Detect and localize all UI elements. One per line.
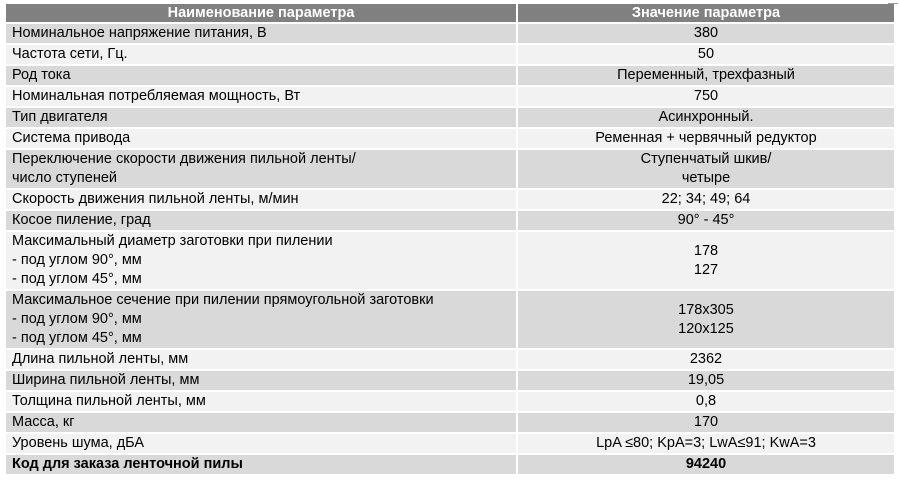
param-name: Род тока — [6, 66, 518, 87]
param-value-line: 178 — [693, 242, 719, 259]
param-name-line: Максимальное сечение при пилении прямоугольной заготовки — [12, 292, 434, 308]
param-value-line: Ступенчатый шкив/ — [640, 151, 772, 167]
table-row — [6, 108, 894, 129]
param-value: 170 — [518, 413, 894, 434]
spec-body — [6, 24, 894, 476]
param-name: Косое пиление, град — [6, 211, 518, 232]
param-value: LpA ≤80; KpA=3; LwA≤91; KwA=3 — [518, 434, 894, 455]
param-name: Номинальное напряжение питания, В — [6, 24, 518, 45]
header-name: Наименование параметра — [6, 4, 518, 24]
table-header-row — [6, 4, 894, 24]
table-row — [6, 291, 894, 350]
param-value-line: четыре — [681, 170, 731, 186]
table-row — [6, 87, 894, 108]
table-row — [6, 211, 894, 232]
table-row — [6, 24, 894, 45]
param-name: Масса, кг — [6, 413, 518, 434]
param-name-line: - под углом 45°, мм — [12, 271, 142, 287]
order-code-value: 94240 — [518, 455, 894, 476]
param-value — [518, 150, 894, 190]
param-value-line: 127 — [693, 261, 719, 278]
param-value: 750 — [518, 87, 894, 108]
table-row — [6, 129, 894, 150]
param-value: 90° - 45° — [518, 211, 894, 232]
table-row — [6, 413, 894, 434]
param-name: Тип двигателя — [6, 108, 518, 129]
param-name: Толщина пильной ленты, мм — [6, 392, 518, 413]
table-row — [6, 371, 894, 392]
param-name-line: Максимальный диаметр заготовки при пилении — [12, 233, 333, 249]
table-row — [6, 190, 894, 211]
table-row — [6, 350, 894, 371]
param-name-line: - под углом 90°, мм — [12, 311, 142, 327]
table-row — [6, 66, 894, 87]
param-name-line: - под углом 90°, мм — [12, 252, 142, 268]
table-row — [6, 392, 894, 413]
param-name-line: Переключение скорости движения пильной ленты/ — [12, 151, 356, 167]
param-value: 380 — [518, 24, 894, 45]
param-value: Ременная + червячный редуктор — [518, 129, 894, 150]
param-name — [6, 150, 518, 190]
param-name: Длина пильной ленты, мм — [6, 350, 518, 371]
param-value: 50 — [518, 45, 894, 66]
table-row — [6, 150, 894, 190]
param-value — [518, 291, 894, 350]
table-row — [6, 232, 894, 291]
param-name-line: число ступеней — [12, 170, 118, 186]
param-name: Уровень шума, дБА — [6, 434, 518, 455]
param-name: Номинальная потребляемая мощность, Вт — [6, 87, 518, 108]
param-value: 22; 34; 49; 64 — [518, 190, 894, 211]
param-value-line: 120x125 — [678, 320, 734, 337]
param-value-line: 178x305 — [678, 301, 734, 318]
table-row — [6, 45, 894, 66]
param-name: Ширина пильной ленты, мм — [6, 371, 518, 392]
header-value: Значение параметра — [518, 4, 894, 24]
param-name — [6, 232, 518, 291]
param-value: 2362 — [518, 350, 894, 371]
param-value: 19,05 — [518, 371, 894, 392]
order-code-row — [6, 455, 894, 476]
param-value: Переменный, трехфазный — [518, 66, 894, 87]
param-name: Частота сети, Гц. — [6, 45, 518, 66]
param-name: Система привода — [6, 129, 518, 150]
param-value — [518, 232, 894, 291]
param-name-line: - под углом 45°, мм — [12, 330, 142, 346]
spec-table — [6, 4, 894, 476]
param-value: 0,8 — [518, 392, 894, 413]
order-code-label: Код для заказа ленточной пилы — [6, 455, 518, 476]
param-value: Асинхронный. — [518, 108, 894, 129]
param-name — [6, 291, 518, 350]
param-name: Скорость движения пильной ленты, м/мин — [6, 190, 518, 211]
table-row — [6, 434, 894, 455]
